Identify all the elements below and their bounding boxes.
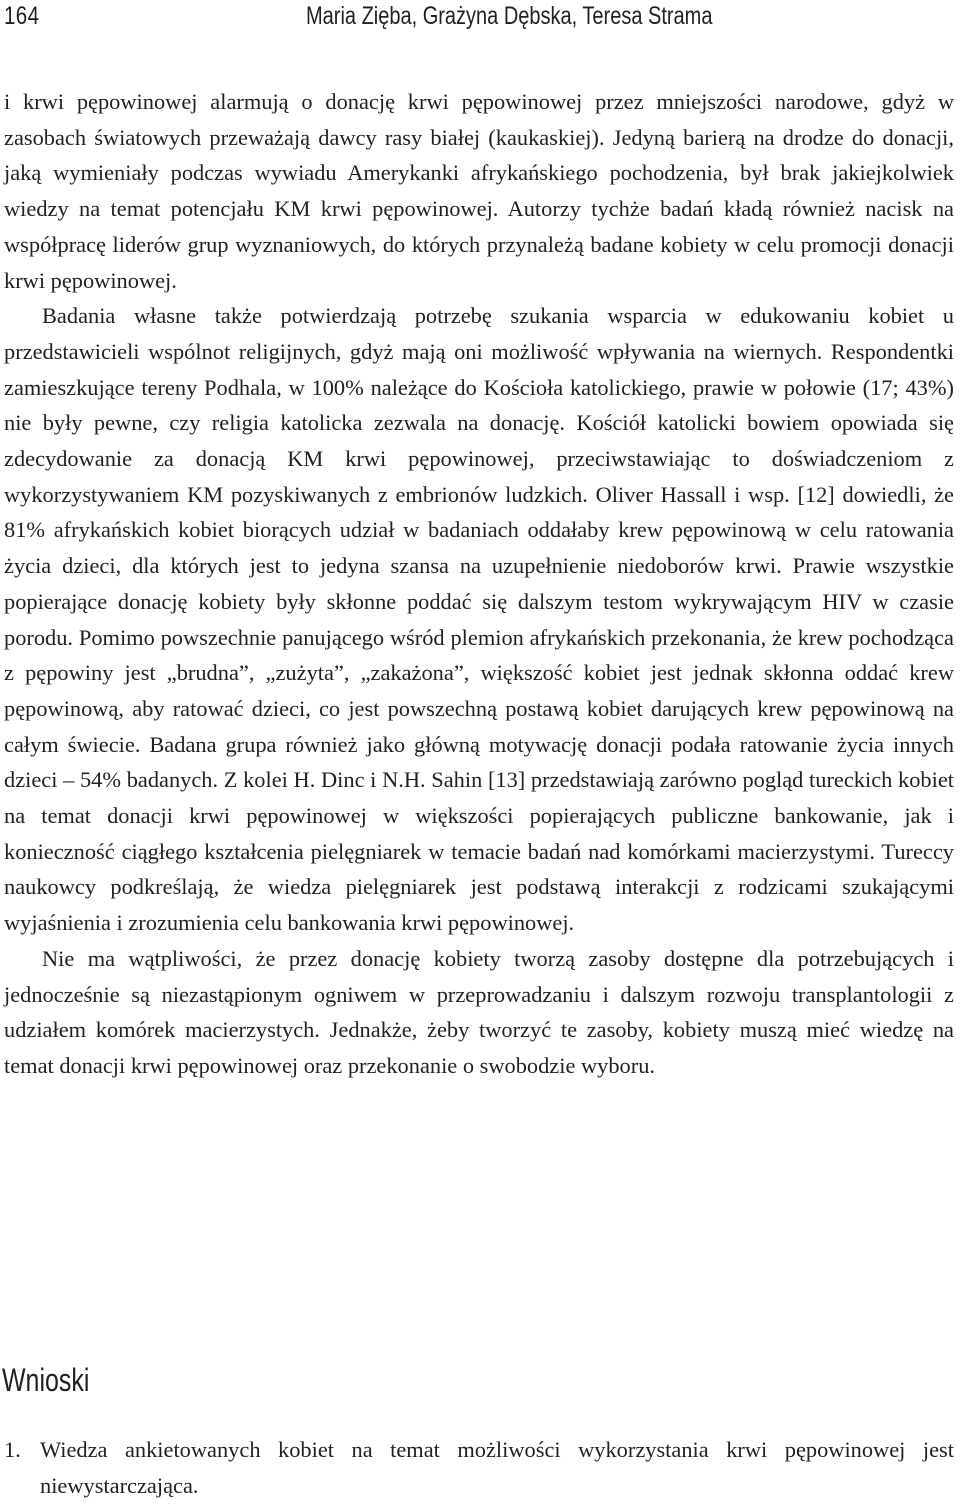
list-item-text: Wiedza ankietowanych kobiet na temat możliwości wykorzystania krwi pępowinowej jest niewystarczająca. <box>40 1437 954 1498</box>
list-item <box>4 1432 954 1503</box>
page-header <box>0 0 960 40</box>
running-head: Maria Zięba, Grażyna Dębska, Teresa Strama <box>306 2 713 30</box>
paragraph: Badania własne także potwierdzają potrzebę szukania wsparcia w edukowaniu kobiet u przedstawicieli wspólnot religijnych, gdyż mają oni możliwość wpływania na wiernych. Respondentki zamieszkujące tereny Podhala, w 100% należące do Kościoła katolickiego, prawie w połowie (17; 43%) nie były pewne, czy religia katolicka zezwala na donację. Kościół katolicki bowiem opowiada się zdecydowanie za donacją KM krwi pępowinowej, przeciwstawiając to doświadczeniom z wykorzystywaniem KM pozyskiwanych z embrionów ludzkich. Oliver Hassall i wsp. [12] dowiedli, że 81% afrykańskich kobiet biorących udział w badaniach oddałaby krew pępowinową w celu ratowania życia dzieci, dla których jest to jedyna szansa na uzupełnienie niedoborów krwi. Prawie wszystkie popierające donację kobiety były skłonne poddać się dalszym testom wykrywającym HIV w czasie porodu. Pomimo powszechnie panującego wśród plemion afrykańskich przekonania, że krew pochodząca z pępowiny jest „brudna”, „zużyta”, „zakażona”, większość kobiet jest jednak skłonna oddać krew pępowinową, aby ratować dzieci, co jest powszechną postawą kobiet darujących krew pępowinową na całym świecie. Badana grupa również jako główną motywację donacji podała ratowanie życia innych dzieci – 54% badanych. Z kolei H. Dinc i N.H. Sahin [13] przedstawiają zarówno pogląd tureckich kobiet na temat donacji krwi pępowinowej w większości popierających publiczne bankowanie, jak i konieczność ciągłego kształcenia pielęgniarek w temacie badań nad komórkami macierzystymi. Tureccy naukowcy podkreślają, że wiedza pielęgniarek jest podstawą interakcji z rodzicami szukającymi wyjaśnienia i zrozumienia celu bankowania krwi pępowinowej. <box>4 303 954 936</box>
conclusions-list <box>4 1432 954 1503</box>
body-text <box>4 84 954 1084</box>
section-heading: Wnioski <box>2 1362 90 1398</box>
list-item-number: 1. <box>4 1437 21 1462</box>
paragraph: i krwi pępowinowej alarmują o donację krwi pępowinowej przez mniejszości narodowe, gdyż w zasobach światowych przeważają dawcy rasy białej (kaukaskiej). Jedyną barierą na drodze do donacji, jaką wymieniały podczas wywiadu Amerykanki afrykańskiego pochodzenia, był brak jakiejkolwiek wiedzy na temat potencjału KM krwi pępowinowej. Autorzy tychże badań kładą również nacisk na współpracę liderów grup wyznaniowych, do których przynależą badane kobiety w celu promocji donacji krwi pępowinowej. <box>4 89 954 293</box>
paragraph: Nie ma wątpliwości, że przez donację kobiety tworzą zasoby dostępne dla potrzebujących i jednocześnie są niezastąpionym ogniwem w przeprowadzaniu i dalszym rozwoju transplantologii z udziałem komórek macierzystych. Jednakże, żeby tworzyć te zasoby, kobiety muszą mieć wiedzę na temat donacji krwi pępowinowej oraz przekonanie o swobodzie wyboru. <box>4 945 954 1078</box>
page-number: 164 <box>4 2 40 30</box>
